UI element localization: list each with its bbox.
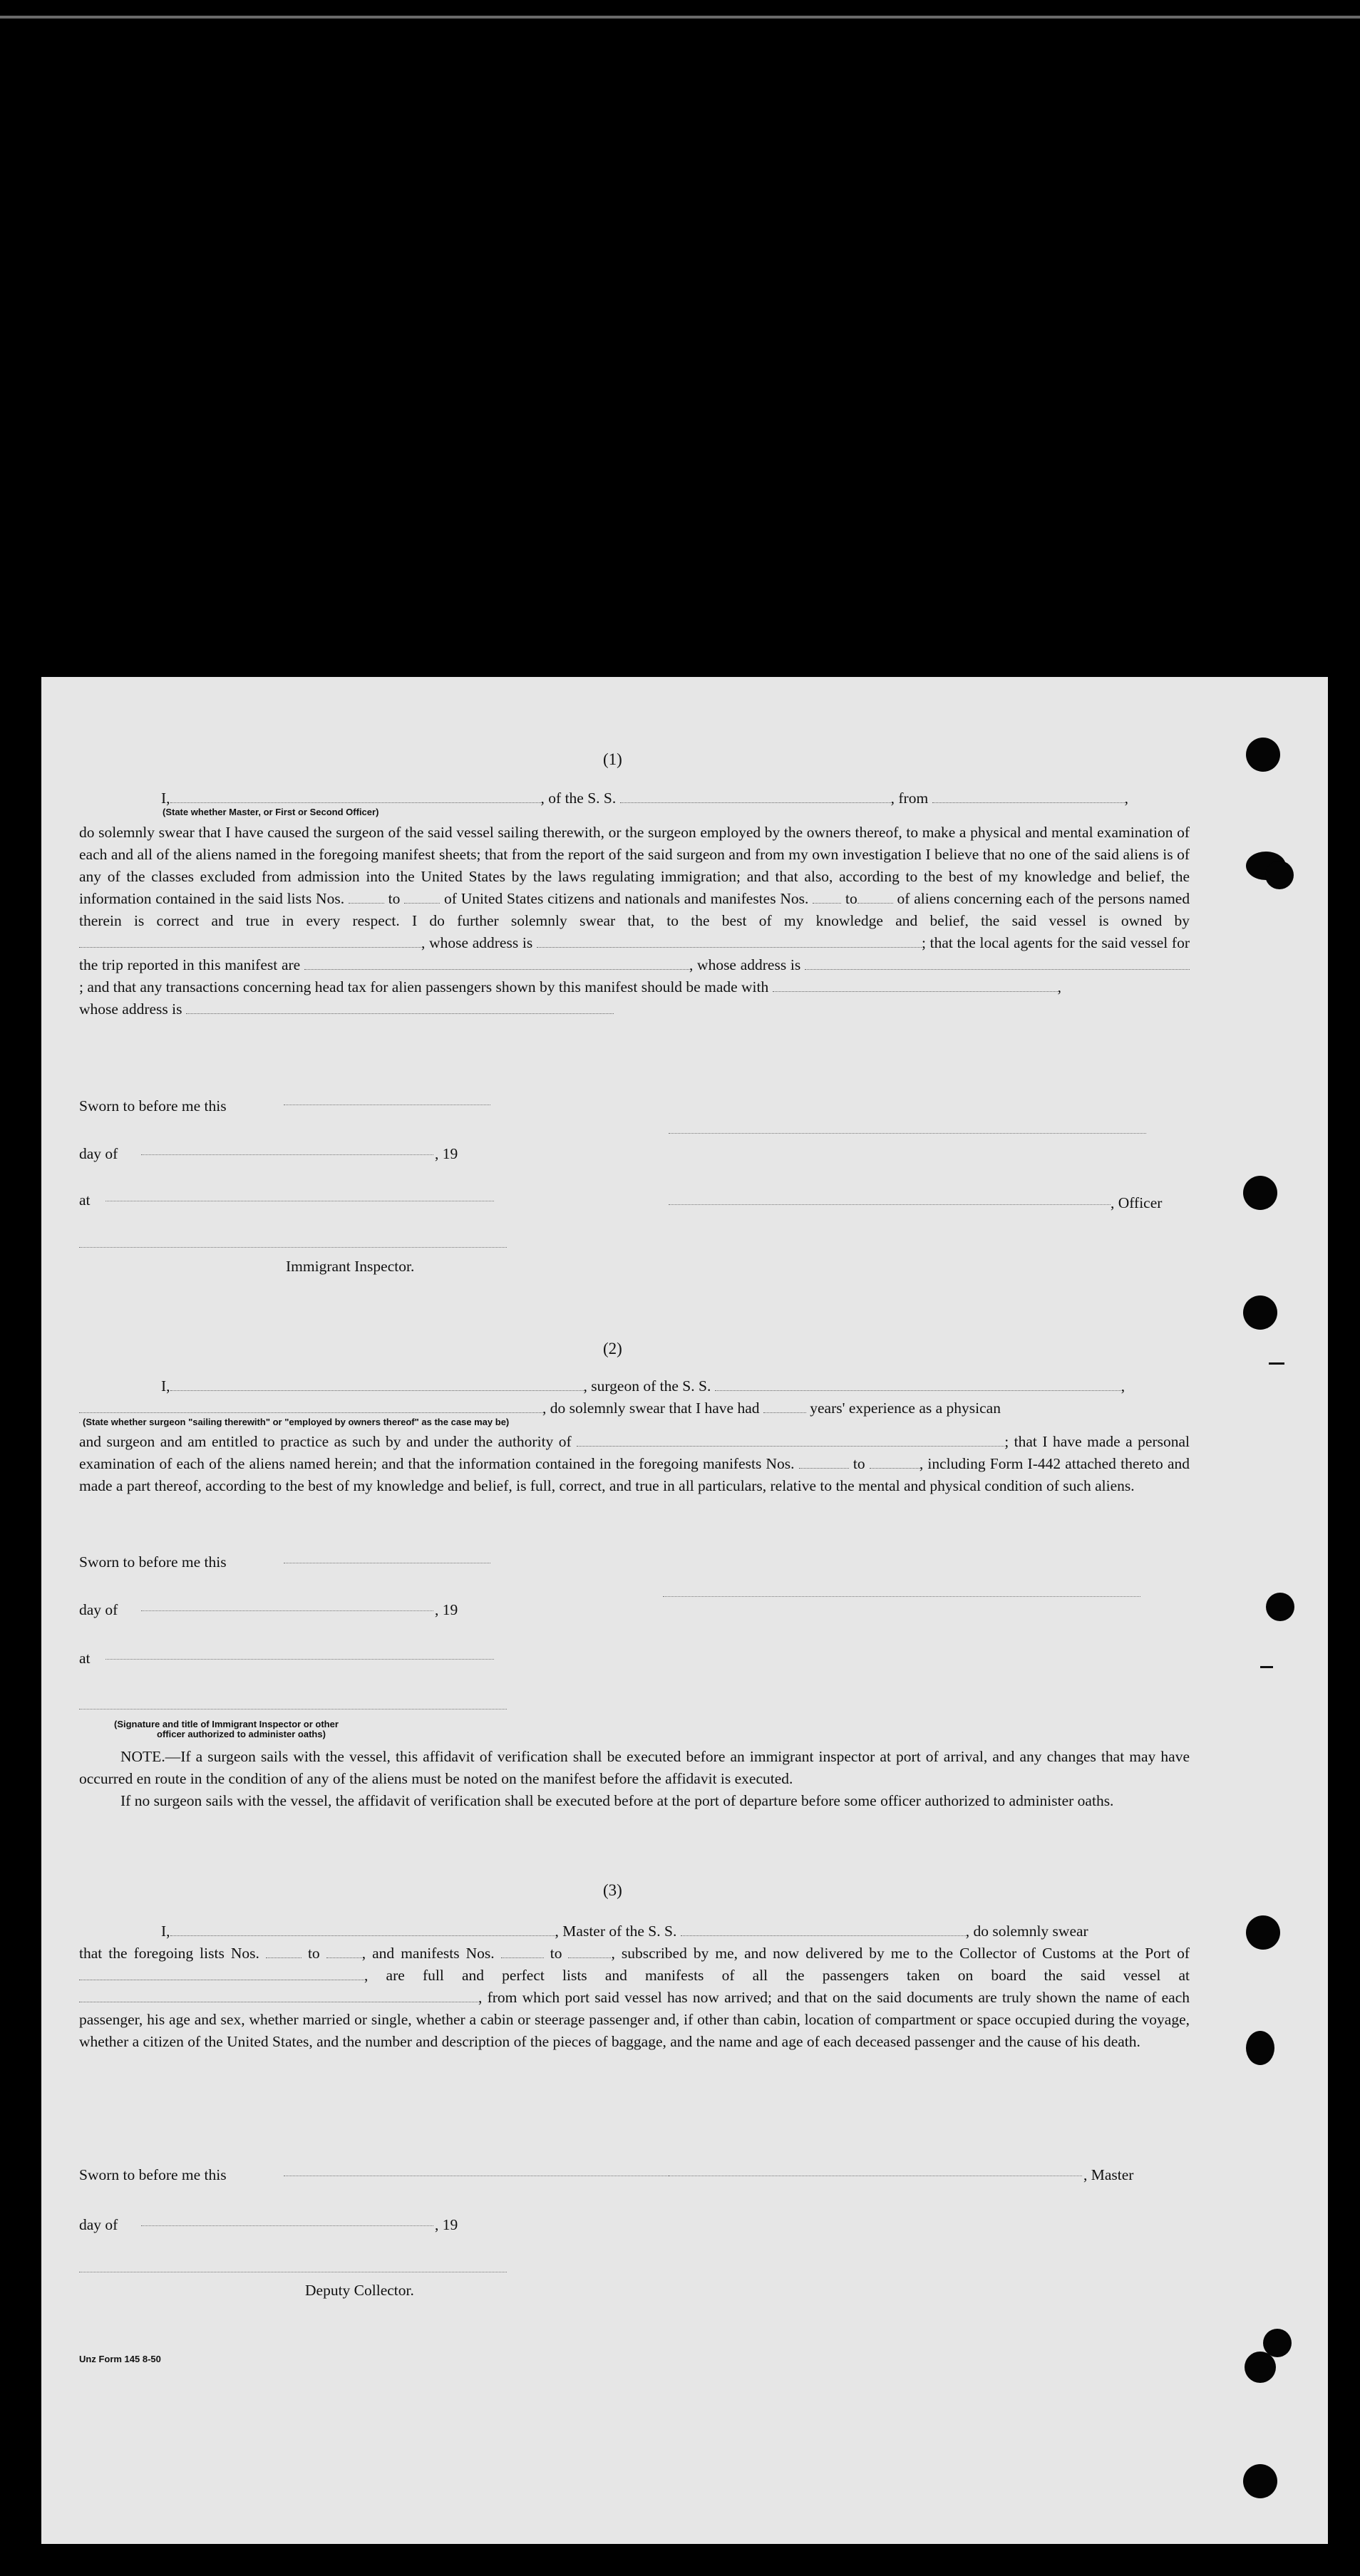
- sworn-label: Sworn to before me this: [79, 2166, 227, 2183]
- binder-hole: [1245, 2352, 1276, 2383]
- at-blank[interactable]: [105, 1659, 494, 1660]
- from-label: , from: [890, 790, 929, 807]
- master-label: , Master: [1083, 2166, 1134, 2183]
- port-of-blank[interactable]: [79, 1970, 364, 1980]
- port-departure-blank[interactable]: [79, 1992, 478, 2002]
- manifest-no-to[interactable]: [870, 1458, 919, 1469]
- section-1-caption: (State whether Master, or First or Second Officer): [163, 807, 379, 817]
- master-of-label: , Master of the S. S.: [555, 1923, 677, 1940]
- to-label: to: [845, 890, 857, 907]
- deputy-collector-label: Deputy Collector.: [305, 2282, 414, 2299]
- years-label: years' experience as a physican: [810, 1400, 1001, 1417]
- section-2-body: [79, 1431, 1190, 1497]
- of-ss-label: , of the S. S.: [540, 790, 617, 807]
- binder-hole: [1243, 1176, 1277, 1210]
- list-no-from[interactable]: [349, 893, 384, 904]
- section-2-number: (2): [603, 1340, 622, 1357]
- years-blank[interactable]: [763, 1402, 806, 1413]
- officer-name-blank[interactable]: [170, 792, 541, 803]
- day-of-label: day of: [79, 1145, 118, 1162]
- edge-mark: [1269, 1362, 1284, 1365]
- section-3-body-c: , subscribed by me, and now delivered by me to the Collector of Customs at the Port of: [611, 1945, 1190, 1962]
- section-2-note: [79, 1746, 1190, 1812]
- section-3-body-b: , and manifests Nos.: [361, 1945, 495, 1962]
- head-tax-label: ; and that any transactions concerning head tax for alien passengers shown by this manifest should be made with: [79, 978, 769, 995]
- master-name-blank[interactable]: [170, 1925, 555, 1936]
- surgeon-name-blank[interactable]: [170, 1380, 584, 1391]
- section-1-number: (1): [603, 750, 622, 768]
- day-of-blank[interactable]: [141, 1610, 433, 1611]
- whose-address-label: , whose address is: [421, 934, 533, 951]
- scan-border-line: [0, 16, 1360, 19]
- section-1-body: do solemnly swear that I have caused the surgeon of the said vessel sailing therewith, or the surgeon employed by the owners thereof, to make a physical and mental examination of each and all of the aliens named in the foregoing manifest sheets; that from the report of the said surgeon and from my own investigation I believe that no one of the said aliens is of any of the classes excluded from admission into the United States by the laws regulating immigration; and that also, according to the best of my knowledge and belief, the information contained in the said lists Nos. to of United States citizens and nationals and manifestes Nos. to of aliens concerning each of the persons named therein is correct and true in every respect. I do further solemnly swear that, to the best of my knowledge and belief, the said vessel is owned by , whose address is ; that the local agents for the said vessel for the trip reported in this manifest are , whose address is ; and that any transactions concerning head tax for alien passengers shown by this manifest should be made with , whose address is: [79, 824, 1190, 1018]
- section-1-body-a: do solemnly swear that I have caused the surgeon of the said vessel sailing therewith, or the surgeon employed by the owners thereof, to make a physical and mental examination of each and all of the aliens named in the foregoing manifest sheets; that from the report of the said surgeon and from my own investigation I believe that no one of the said aliens is of any of the classes excluded from admission into the United States by the laws regulating immigration; and that also, according to the best of my knowledge and belief, the information contained in the said lists Nos.: [79, 824, 1190, 907]
- section-3-body-e: , from which port said vessel has now arrived; and that on the said documents are truly shown the name of each passenger, his age and sex, whether married or single, whether a cabin or steerage passenger and, if other than cabin, location of compartment or space occupied during the voyage, whether a citizen of the United States, and the number and description of the pieces of baggage, and the name and age of each deceased passenger and the cause of his death.: [79, 1989, 1190, 2050]
- head-tax-address-blank[interactable]: [186, 1003, 614, 1014]
- sworn-label: Sworn to before me this: [79, 1553, 227, 1571]
- surgeon-signature-blank[interactable]: [663, 1596, 1140, 1597]
- section-2-body-b: ; that I have made a personal examination of each of the aliens named herein; and that the information contained in the foregoing manifests Nos.: [79, 1433, 1190, 1472]
- year-label: , 19: [435, 1601, 458, 1618]
- section-1-oath-line: I, , of the S. S. , from ,: [79, 787, 1190, 809]
- vessel-name-blank[interactable]: [715, 1380, 1121, 1391]
- vessel-name-blank[interactable]: [681, 1925, 966, 1936]
- agents-address-blank[interactable]: [805, 959, 1190, 970]
- manifest-no-from[interactable]: [501, 1947, 544, 1958]
- section-3-number: (3): [603, 1881, 622, 1899]
- to-label: to: [307, 1945, 320, 1962]
- signature-caption-2: officer authorized to administer oaths): [157, 1729, 326, 1739]
- vessel-name-blank[interactable]: [620, 792, 891, 803]
- to-label: to: [388, 890, 401, 907]
- year-label: , 19: [435, 1145, 458, 1162]
- edge-mark: [1260, 1666, 1273, 1668]
- whose-address-label: , whose address is: [689, 956, 801, 973]
- binder-hole: [1266, 1593, 1294, 1621]
- inspector-signature-blank[interactable]: [79, 1247, 507, 1248]
- inspector-label: Immigrant Inspector.: [286, 1258, 415, 1275]
- note-1: NOTE.—If a surgeon sails with the vessel, this affidavit of verification shall be executed before an immigrant inspector at port of arrival, and any changes that may have occurred en route in the condition of any of the aliens must be noted on the manifest before the affidavit is executed.: [79, 1748, 1190, 1787]
- agents-blank[interactable]: [304, 959, 689, 970]
- day-of-label: day of: [79, 1601, 118, 1618]
- section-2-caption: (State whether surgeon "sailing therewith" or "employed by owners thereof" as the case may be): [83, 1417, 510, 1427]
- line-i: I,: [161, 1923, 170, 1940]
- port-from-blank[interactable]: [932, 792, 1125, 803]
- section-2-oath-line: I, , surgeon of the S. S. ,: [79, 1375, 1190, 1397]
- list-no-to[interactable]: [404, 893, 440, 904]
- day-of-blank[interactable]: [141, 1154, 433, 1155]
- binder-hole: [1243, 2464, 1277, 2498]
- list-no-from[interactable]: [266, 1947, 302, 1958]
- binder-hole: [1246, 738, 1280, 772]
- section-2-body-a: and surgeon and am entitled to practice as such by and under the authority of: [79, 1433, 572, 1450]
- whose-address-label: whose address is: [79, 1000, 182, 1018]
- local-agents-label: ; that the local agents for the said vessel for the trip reported in this manifest are: [79, 934, 1190, 973]
- manifest-no-to[interactable]: [857, 893, 893, 904]
- authority-blank[interactable]: [577, 1436, 1004, 1447]
- swear-label: , do solemnly swear: [965, 1923, 1088, 1940]
- officer-title-blank[interactable]: [669, 1204, 1111, 1205]
- document-page: [41, 677, 1328, 2544]
- day-of-blank[interactable]: [141, 2225, 433, 2226]
- binder-hole: [1246, 2031, 1274, 2065]
- section-2-body-c: , including Form I-442 attached thereto and made a part thereof, according to the best of my knowledge and belief, is full, correct, and true in all particulars, relative to the mental and physical condition of such aliens.: [79, 1455, 1190, 1494]
- binder-hole: [1246, 1915, 1280, 1950]
- section-1-body-b: of United States citizens and nationals and manifestes Nos.: [444, 890, 809, 907]
- section-3-body: [79, 1943, 1190, 2053]
- line-i: I,: [161, 790, 170, 807]
- section-1-body-c: of aliens concerning each of the persons named therein is correct and true in every respect. I do further solemnly swear that, to the best of my knowledge and belief, the said vessel is owned by: [79, 890, 1190, 929]
- to-label: to: [550, 1945, 562, 1962]
- binder-hole: [1265, 861, 1294, 889]
- at-label: at: [79, 1191, 91, 1209]
- swear-label: , do solemnly swear that I have had: [542, 1400, 760, 1417]
- list-no-to[interactable]: [326, 1947, 362, 1958]
- surgeon-of-label: , surgeon of the S. S.: [583, 1377, 711, 1395]
- binder-hole: [1243, 1295, 1277, 1330]
- manifest-no-from[interactable]: [799, 1458, 849, 1469]
- head-tax-blank[interactable]: [773, 981, 1058, 992]
- note-2: If no surgeon sails with the vessel, the affidavit of verification shall be executed before at the port of departure before some officer authorized to administer oaths.: [120, 1792, 1114, 1809]
- at-label: at: [79, 1650, 91, 1667]
- surgeon-capacity-blank[interactable]: [79, 1402, 542, 1413]
- year-label: , 19: [435, 2216, 458, 2233]
- to-label: to: [852, 1455, 865, 1472]
- section-3-body-a: that the foregoing lists Nos.: [79, 1945, 259, 1962]
- owner-address-blank[interactable]: [537, 937, 922, 948]
- section-3-oath-line: [79, 1920, 1190, 1943]
- owner-blank[interactable]: [79, 937, 421, 948]
- officer-label: , Officer: [1111, 1194, 1163, 1211]
- day-of-label: day of: [79, 2216, 118, 2233]
- sworn-label: Sworn to before me this: [79, 1097, 227, 1114]
- manifest-no-to[interactable]: [568, 1947, 611, 1958]
- manifest-no-from[interactable]: [813, 893, 841, 904]
- form-number: Unz Form 145 8-50: [79, 2354, 161, 2364]
- officer-signature-blank[interactable]: [669, 1133, 1146, 1134]
- signature-caption-1: (Signature and title of Immigrant Inspector or other: [114, 1719, 339, 1729]
- line-i: I,: [161, 1377, 170, 1395]
- section-3-body-d: , are full and perfect lists and manifests of all the passengers taken on board the said vessel at: [364, 1967, 1190, 1984]
